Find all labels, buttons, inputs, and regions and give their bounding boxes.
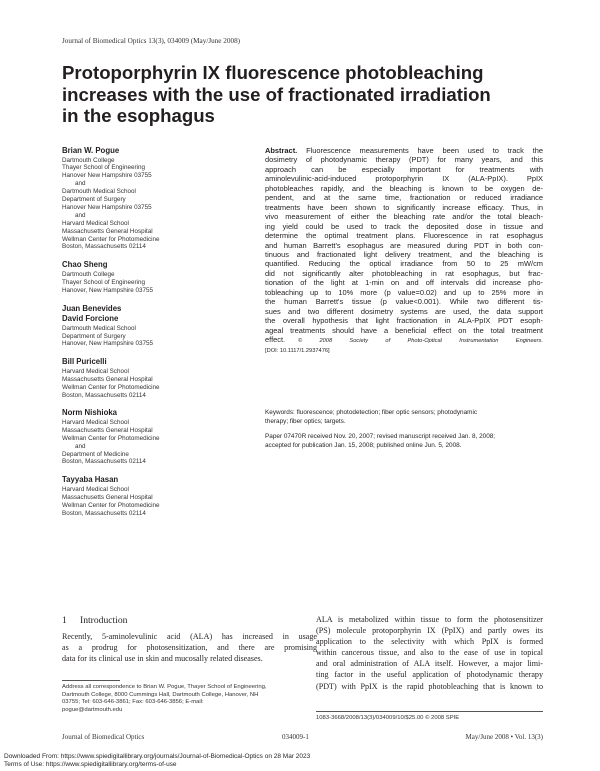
- abstract-body: [265, 155, 543, 335]
- terms-link[interactable]: Terms of Use: https://www.spiedigitallibrary.org/terms-of-use: [4, 761, 177, 768]
- author-affiliation: Department of Surgery: [62, 332, 126, 340]
- author-affiliation: Harvard Medical School: [62, 219, 129, 227]
- abstract-line: [265, 146, 543, 155]
- author-affiliation: Dartmouth College: [62, 270, 115, 278]
- title-line: increases with the use of fractionated irradiation: [62, 83, 491, 105]
- paper-history-line: accepted for publication Jan. 15, 2008; published online Jun. 5, 2008.: [265, 442, 462, 449]
- abstract-line: and human Barrett's esophagus are measured during PDT in both con-: [265, 240, 543, 250]
- author-affiliation: Harvard Medical School: [62, 485, 129, 493]
- author-affiliation: Harvard Medical School: [62, 367, 129, 375]
- author-affiliation: Dartmouth Medical School: [62, 324, 136, 332]
- author-name: Brian W. Pogue: [62, 146, 120, 155]
- paper-history: [265, 432, 543, 450]
- issn-line: 1083-3668/2008/13(3)/034009/10/$25.00 © 2008 SPIE: [316, 715, 460, 721]
- abstract-line: aminolevulinic-acid-induced protoporphyrin IX (ALA-PpIX). PpIX: [265, 174, 543, 184]
- author-affiliation: Department of Surgery: [62, 196, 126, 204]
- author-affiliation: Wellman Center for Photomedicine: [62, 235, 160, 243]
- author-affiliation: Hanover New Hampshire 03755: [62, 203, 152, 211]
- keywords-line: Keywords: fluorescence; photodetection; fiber optic sensors; photodynamic: [265, 409, 478, 416]
- abstract-last-line: effect.: [265, 335, 286, 345]
- author-name: David Forcione: [62, 314, 119, 324]
- author-affiliation: Thayer School of Engineering: [62, 164, 145, 172]
- abstract-line: approach can be especially important for treatments with: [265, 164, 543, 174]
- author-affiliation: Boston, Massachusetts 02114: [62, 391, 146, 399]
- author-affiliation: Department of Medicine: [62, 450, 129, 458]
- author-block: [62, 314, 262, 348]
- abstract-line: [265, 335, 543, 346]
- author-block: [62, 357, 262, 399]
- body-line: and oral administration of ALA itself. However, a major limi-: [316, 659, 543, 669]
- author-affiliation: Dartmouth College: [62, 156, 115, 164]
- abstract-line: the human Barrett's tissue (p value<0.001). While two different tis-: [265, 297, 543, 307]
- running-header: Journal of Biomedical Optics 13(3), 034009 (May/June 2008): [62, 37, 241, 45]
- author-affiliation: Hanover, New Hampshire 03755: [62, 340, 154, 348]
- author-affiliation: Boston, Massachusetts 02114: [62, 509, 146, 517]
- author-block: [62, 408, 262, 466]
- abstract-label: Abstract.: [265, 146, 298, 155]
- body-line: application to the selectivity with which PpIX is formed: [316, 637, 543, 647]
- body-line: Recently, 5-aminolevulinic acid (ALA) has increased in usage: [62, 632, 317, 641]
- footnote-line: Dartmouth College, 8000 Cummings Hall, Dartmouth College, Hanover, NH: [62, 691, 259, 698]
- abstract-line: the overall hypothesis that light fractionation in ALA-PpIX PDT esoph-: [265, 316, 543, 326]
- author-block: [62, 304, 262, 315]
- download-link[interactable]: Downloaded From: https://www.spiedigitallibrary.org/journals/Journal-of-Biomedical-Optics on 28 Mar 2023: [4, 753, 311, 760]
- copyright-notice: © 2008 Society of Photo-Optical Instrumentation Engineers.: [297, 338, 543, 345]
- doi: [DOI: 10.1117/1.2937476]: [265, 347, 330, 354]
- author-affiliation: Boston, Massachusetts 02114: [62, 458, 146, 466]
- keywords: [265, 408, 543, 426]
- footer-issue: May/June 2008 • Vol. 13(3): [465, 733, 543, 741]
- author-affiliation: Wellman Center for Photomedicine: [62, 383, 160, 391]
- author-affiliation: Thayer School of Engineering: [62, 278, 145, 286]
- author-affiliation: Hanover, New Hampshire 03755: [62, 286, 154, 294]
- footer-journal: Journal of Biomedical Optics: [62, 733, 145, 741]
- author-affiliation: Massachusetts General Hospital: [62, 426, 153, 434]
- title-line: in the esophagus: [62, 105, 215, 126]
- intro-right-column: [316, 614, 543, 692]
- author-affiliation: Wellman Center for Photomedicine: [62, 501, 160, 509]
- author-affiliation: Massachusetts General Hospital: [62, 493, 153, 501]
- footer-page-id: 034009-1: [282, 733, 309, 741]
- author-affiliation: Hanover New Hampshire 03755: [62, 172, 152, 180]
- author-name: Juan Benevides: [62, 303, 122, 313]
- author-affiliation: Boston, Massachusetts 02114: [62, 243, 146, 251]
- footnote-line: pogue@dartmouth.edu: [62, 706, 123, 713]
- paper-history-line: Paper 07470R received Nov. 20, 2007; revised manuscript received Jan. 8, 2008;: [265, 433, 496, 440]
- author-affiliation: Wellman Center for Photomedicine: [62, 434, 160, 442]
- abstract-line: did not significantly alter photobleaching in rat esophagus, but frac-: [265, 268, 543, 278]
- author-list: [62, 146, 262, 527]
- abstract-line: determine the optimal treatment plans. Fluorescence in rat esophagus: [265, 231, 543, 241]
- footnote-line: 03755; Tel: 603-646-3861; Fax: 603-646-3856; E-mail:: [62, 699, 204, 706]
- abstract-line: vivo measurement of either the bleaching rate and/or the total bleach-: [265, 212, 543, 222]
- body-line: (PS) molecule protoporphyrin IX (PpIX) and partly owes its: [316, 626, 543, 636]
- body-line: ALA is metabolized within tissue to form the photosensitizer: [316, 615, 543, 624]
- body-line: data for its clinical use in skin and mucosally related diseases.: [62, 654, 263, 664]
- abstract-line: dosimetry of photodynamic therapy (PDT) for many years, and this: [265, 155, 543, 165]
- abstract-line: ageal treatments should have a beneficial effect on the total treatment: [265, 325, 543, 335]
- intro-left-column: [62, 631, 317, 664]
- abstract-line: treatments have been shown to significantly increase efficacy. Thus, in: [265, 202, 543, 212]
- title-line: Protoporphyrin IX fluorescence photobleaching: [62, 62, 484, 83]
- author-name: Chao Sheng: [62, 260, 108, 270]
- correspondence-footnote: [62, 684, 317, 714]
- footnote-divider: [62, 680, 120, 681]
- author-affiliation: Massachusetts General Hospital: [62, 227, 153, 235]
- body-line: as a prodrug for photosensitization, and there are promising: [62, 643, 317, 653]
- body-line: ting factor in the useful application of photodynamic therapy: [316, 670, 543, 680]
- author-affiliation: and: [75, 211, 86, 219]
- body-line: within cancerous tissue, and also to the ease of use in topical: [316, 648, 543, 658]
- author-affiliation: and: [75, 180, 86, 188]
- abstract-line: tobleaching up to 10% more (p value=0.02) and up to 25% more in: [265, 287, 543, 297]
- abstract-line: pendent, and at the same time, fractionation or reduced irradiance: [265, 193, 543, 203]
- keywords-line: therapy; fiber optics; targets.: [265, 418, 346, 425]
- author-name: Bill Puricelli: [62, 357, 107, 367]
- abstract-line: photobleaches rapidly, and the bleaching is known to be oxygen de-: [265, 183, 543, 193]
- author-block: [62, 146, 262, 251]
- author-block: [62, 260, 262, 294]
- abstract-line: ing yield could be used to track the deposited dose in tissue and: [265, 221, 543, 231]
- author-affiliation: Massachusetts General Hospital: [62, 375, 153, 383]
- author-name: Tayyaba Hasan: [62, 475, 119, 485]
- abstract: [265, 146, 543, 356]
- footnote-line: Address all correspondence to Brian W. Pogue, Thayer School of Engineering,: [62, 684, 267, 690]
- author-affiliation: and: [75, 442, 86, 450]
- author-affiliation: Dartmouth Medical School: [62, 188, 136, 196]
- paper-title: [62, 62, 542, 127]
- section-heading: [62, 615, 127, 626]
- author-block: [62, 475, 262, 517]
- abstract-first-line: Fluorescence measurements have been used to track the: [306, 146, 543, 155]
- author-affiliation: Harvard Medical School: [62, 418, 129, 426]
- body-line: (PDT) with PpIX is the rapid photobleaching that is known to: [316, 681, 543, 691]
- abstract-line: quantified. Reducing the optical irradiance from 50 to 25 mW/cm: [265, 259, 543, 269]
- abstract-line: tionation of the light at 1-min on and off intervals did increase pho-: [265, 278, 543, 288]
- author-name: Norm Nishioka: [62, 408, 118, 418]
- issn-divider: [316, 711, 543, 712]
- section-title: Introduction: [80, 615, 128, 626]
- abstract-line: tinuous and fractionated light delivery treatment, and the bleaching is: [265, 249, 543, 259]
- abstract-line: sues and two different dosimetry systems are used, the data support: [265, 306, 543, 316]
- section-number: 1: [62, 615, 67, 626]
